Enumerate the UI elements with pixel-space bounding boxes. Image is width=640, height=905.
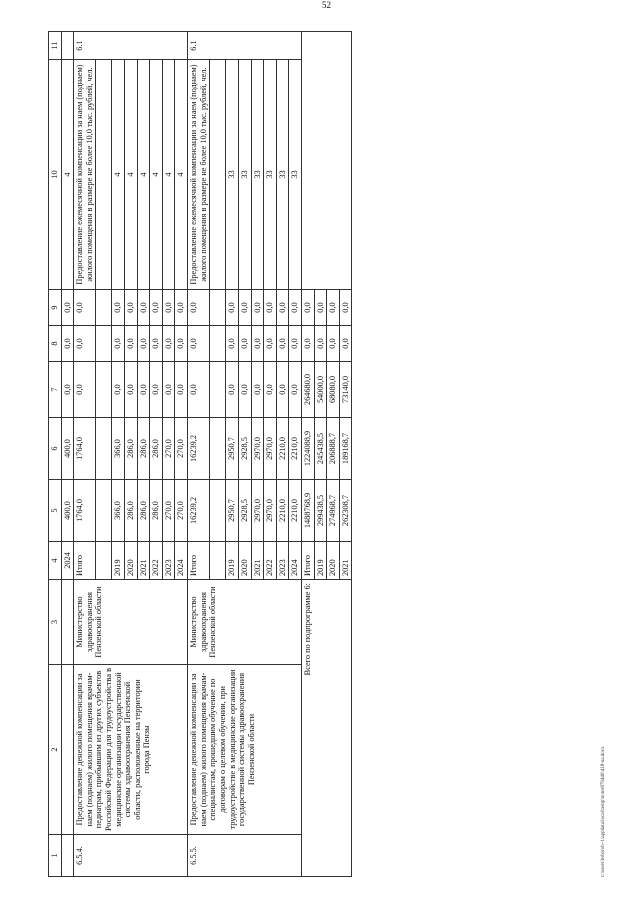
value-cell: 0,0 xyxy=(162,326,175,362)
value-cell: 2928,5 xyxy=(238,418,251,480)
value-cell: 4 xyxy=(175,60,188,290)
value-cell: 2928,5 xyxy=(238,480,251,542)
value-cell: 4 xyxy=(150,60,163,290)
value-cell: 206888,7 xyxy=(327,418,340,480)
empty-cell xyxy=(96,480,112,542)
value-cell: 68080,0 xyxy=(327,362,340,418)
value-cell: 0,0 xyxy=(238,290,251,326)
executor-name: Министерство здравоохранения Пензенской области xyxy=(188,580,302,665)
year-cell: 2019 xyxy=(226,542,239,580)
measures-body xyxy=(74,32,302,877)
executor-name: Министерство здравоохранения Пензенской области xyxy=(74,580,188,665)
header-cell: 4 xyxy=(49,542,62,580)
value-cell: 0,0 xyxy=(112,326,125,362)
value-cell: 0,0 xyxy=(289,326,302,362)
value-cell: 0,0 xyxy=(301,326,314,362)
empty-cell xyxy=(210,290,226,326)
header-cell: 9 xyxy=(49,290,62,326)
table-row xyxy=(61,32,74,877)
value-cell: 0,0 xyxy=(112,290,125,326)
value-cell: 0,0 xyxy=(74,290,96,326)
value-cell: 4 xyxy=(61,60,74,290)
year-cell: 2022 xyxy=(150,542,163,580)
value-cell: 33 xyxy=(226,60,239,290)
value-cell: 33 xyxy=(264,60,277,290)
year-cell: 2020 xyxy=(125,542,138,580)
value-cell: 0,0 xyxy=(74,326,96,362)
value-cell: 16239,2 xyxy=(188,418,210,480)
header-cell: 11 xyxy=(49,32,62,60)
value-cell: 0,0 xyxy=(276,326,289,362)
value-cell: 0,0 xyxy=(150,326,163,362)
value-cell: 189168,7 xyxy=(339,418,352,480)
value-cell: 270,0 xyxy=(175,418,188,480)
measure-number: 6.5.5. xyxy=(188,835,302,877)
program-table xyxy=(48,31,352,877)
year-cell: 2019 xyxy=(314,542,327,580)
summary-body xyxy=(301,32,351,877)
summary-row xyxy=(301,32,314,877)
value-cell: 0,0 xyxy=(327,290,340,326)
value-cell: 0,0 xyxy=(175,362,188,418)
value-cell: 2950,7 xyxy=(226,480,239,542)
value-cell: 1764,0 xyxy=(74,418,96,480)
value-cell: 264680,0 xyxy=(301,362,314,418)
value-cell: 2210,0 xyxy=(289,480,302,542)
value-cell: 4 xyxy=(125,60,138,290)
year-cell: 2024 xyxy=(61,542,74,580)
value-cell: 33 xyxy=(276,60,289,290)
page-number: 52 xyxy=(322,0,331,10)
header-cell: 3 xyxy=(49,580,62,665)
header-cell: 5 xyxy=(49,480,62,542)
value-cell: 0,0 xyxy=(226,290,239,326)
empty-cell xyxy=(96,418,112,480)
value-cell: 274968,7 xyxy=(327,480,340,542)
empty-cell xyxy=(210,480,226,542)
year-cell: Итого xyxy=(301,542,314,580)
value-cell: 0,0 xyxy=(137,290,150,326)
value-cell: 0,0 xyxy=(226,362,239,418)
value-cell: 262308,7 xyxy=(339,480,352,542)
value-cell: 4 xyxy=(112,60,125,290)
value-cell: 0,0 xyxy=(289,290,302,326)
summary-label: Всего по подпрограмме 6: xyxy=(301,580,351,877)
value-cell: 286,0 xyxy=(150,480,163,542)
value-cell: 0,0 xyxy=(251,290,264,326)
value-cell: 299438,5 xyxy=(314,480,327,542)
year-cell: 2019 xyxy=(112,542,125,580)
empty-cell xyxy=(96,290,112,326)
value-cell: 0,0 xyxy=(162,290,175,326)
value-cell: 0,0 xyxy=(125,290,138,326)
value-cell: 0,0 xyxy=(264,326,277,362)
year-cell: 2022 xyxy=(264,542,277,580)
value-cell: 4 xyxy=(162,60,175,290)
year-cell: 2024 xyxy=(289,542,302,580)
value-cell: 2210,0 xyxy=(289,418,302,480)
value-cell: 2210,0 xyxy=(276,418,289,480)
value-cell: 0,0 xyxy=(125,362,138,418)
value-cell: 270,0 xyxy=(175,480,188,542)
value-cell: 400,0 xyxy=(61,418,74,480)
result-indicator: Предоставление ежемесячной компенсации за наем (поднаем) жилого помещения в размере не более 10,0 тыс. рублей, чел. xyxy=(74,60,96,290)
value-cell: 0,0 xyxy=(61,326,74,362)
value-cell: 0,0 xyxy=(137,326,150,362)
value-cell: 270,0 xyxy=(162,480,175,542)
empty-cell xyxy=(210,542,226,580)
value-cell: 0,0 xyxy=(251,362,264,418)
value-cell: 0,0 xyxy=(175,326,188,362)
header-cell: 2 xyxy=(49,665,62,835)
table-row xyxy=(74,32,96,877)
measure-name: Предоставление денежной компенсации за наем (поднаем) жилого помещения врачам-специалистам, прошедшим обучение по договорам о целевом обучении, при трудоустройстве в медицинские организации государственной системы здравоохранения Пензенской области xyxy=(188,665,302,835)
header-cell: 7 xyxy=(49,362,62,418)
value-cell: 4 xyxy=(137,60,150,290)
year-cell: 2021 xyxy=(339,542,352,580)
value-cell: 400,0 xyxy=(61,480,74,542)
year-cell: 2021 xyxy=(137,542,150,580)
value-cell: 286,0 xyxy=(137,418,150,480)
value-cell: 2970,0 xyxy=(251,480,264,542)
year-cell: 2020 xyxy=(238,542,251,580)
value-cell: 0,0 xyxy=(137,362,150,418)
value-cell: 33 xyxy=(238,60,251,290)
value-cell: 0,0 xyxy=(238,326,251,362)
value-cell: 0,0 xyxy=(150,362,163,418)
value-cell: 1488768,9 xyxy=(301,480,314,542)
value-cell: 0,0 xyxy=(264,362,277,418)
result-indicator: Предоставление ежемесячной компенсации за наем (поднаем) жилого помещения в размере не более 10,0 тыс. рублей, чел. xyxy=(188,60,210,290)
header-cell: 8 xyxy=(49,326,62,362)
value-cell: 0,0 xyxy=(61,362,74,418)
year-cell: 2023 xyxy=(162,542,175,580)
value-cell: 0,0 xyxy=(112,362,125,418)
value-cell: 0,0 xyxy=(238,362,251,418)
value-cell: 33 xyxy=(289,60,302,290)
year-cell: 2020 xyxy=(327,542,340,580)
value-cell: 0,0 xyxy=(61,290,74,326)
value-cell: 0,0 xyxy=(327,326,340,362)
year-cell: 2024 xyxy=(175,542,188,580)
value-cell: 245438,5 xyxy=(314,418,327,480)
header-cell: 6 xyxy=(49,418,62,480)
value-cell: 0,0 xyxy=(150,290,163,326)
value-cell: 0,0 xyxy=(314,290,327,326)
value-cell: 0,0 xyxy=(301,290,314,326)
value-cell: 54000,0 xyxy=(314,362,327,418)
value-cell: 270,0 xyxy=(162,418,175,480)
value-cell: 2950,7 xyxy=(226,418,239,480)
value-cell: 0,0 xyxy=(74,362,96,418)
value-cell: 286,0 xyxy=(150,418,163,480)
value-cell: 0,0 xyxy=(276,362,289,418)
value-cell: 1224088,9 xyxy=(301,418,314,480)
empty-cell xyxy=(210,418,226,480)
year-cell: 2023 xyxy=(276,542,289,580)
year-cell: 2021 xyxy=(251,542,264,580)
empty-cell xyxy=(210,60,226,290)
empty-cell xyxy=(301,32,351,290)
value-cell: 0,0 xyxy=(264,290,277,326)
value-cell: 0,0 xyxy=(175,290,188,326)
table-row xyxy=(188,32,210,877)
empty-cell xyxy=(96,362,112,418)
value-cell: 0,0 xyxy=(276,290,289,326)
value-cell: 1764,0 xyxy=(74,480,96,542)
empty-cell xyxy=(96,326,112,362)
value-cell: 0,0 xyxy=(251,326,264,362)
rotated-page xyxy=(48,32,606,877)
value-cell: 366,0 xyxy=(112,480,125,542)
value-cell: 0,0 xyxy=(289,362,302,418)
value-cell: 2970,0 xyxy=(264,480,277,542)
file-path-footer: c:\users\bsborob~1\appdata\local\temp\notes879440\418-ua.docx xyxy=(601,746,606,877)
total-label: Итого xyxy=(188,542,210,580)
empty-cell xyxy=(210,326,226,362)
value-cell: 0,0 xyxy=(188,362,210,418)
header-cell: 10 xyxy=(49,60,62,290)
indicator-code: 6.1 xyxy=(188,32,302,60)
value-cell: 0,0 xyxy=(339,326,352,362)
value-cell: 0,0 xyxy=(339,290,352,326)
value-cell: 0,0 xyxy=(125,326,138,362)
value-cell: 0,0 xyxy=(226,326,239,362)
empty-cell xyxy=(96,542,112,580)
value-cell: 286,0 xyxy=(125,480,138,542)
value-cell: 286,0 xyxy=(137,480,150,542)
value-cell: 0,0 xyxy=(188,326,210,362)
indicator-code: 6.1 xyxy=(74,32,188,60)
value-cell: 366,0 xyxy=(112,418,125,480)
header-row xyxy=(49,32,62,877)
header-cell: 1 xyxy=(49,835,62,877)
empty-cell xyxy=(210,362,226,418)
value-cell: 2210,0 xyxy=(276,480,289,542)
value-cell: 2970,0 xyxy=(251,418,264,480)
total-label: Итого xyxy=(74,542,96,580)
value-cell: 0,0 xyxy=(314,326,327,362)
value-cell: 2970,0 xyxy=(264,418,277,480)
value-cell: 0,0 xyxy=(188,290,210,326)
value-cell: 33 xyxy=(251,60,264,290)
value-cell: 0,0 xyxy=(162,362,175,418)
value-cell: 286,0 xyxy=(125,418,138,480)
empty-cell xyxy=(96,60,112,290)
measure-number: 6.5.4. xyxy=(74,835,188,877)
measure-name: Предоставление денежной компенсации за наем (поднаем) жилого помещения врачам-педиатрам, прибывшим из других субъектов Российской Федерации для трудоустройства в медицинские организации государственной системы здравоохранения Пензенской области, расположенные на территории города Пензы xyxy=(74,665,188,835)
value-cell: 16239,2 xyxy=(188,480,210,542)
value-cell: 73140,0 xyxy=(339,362,352,418)
